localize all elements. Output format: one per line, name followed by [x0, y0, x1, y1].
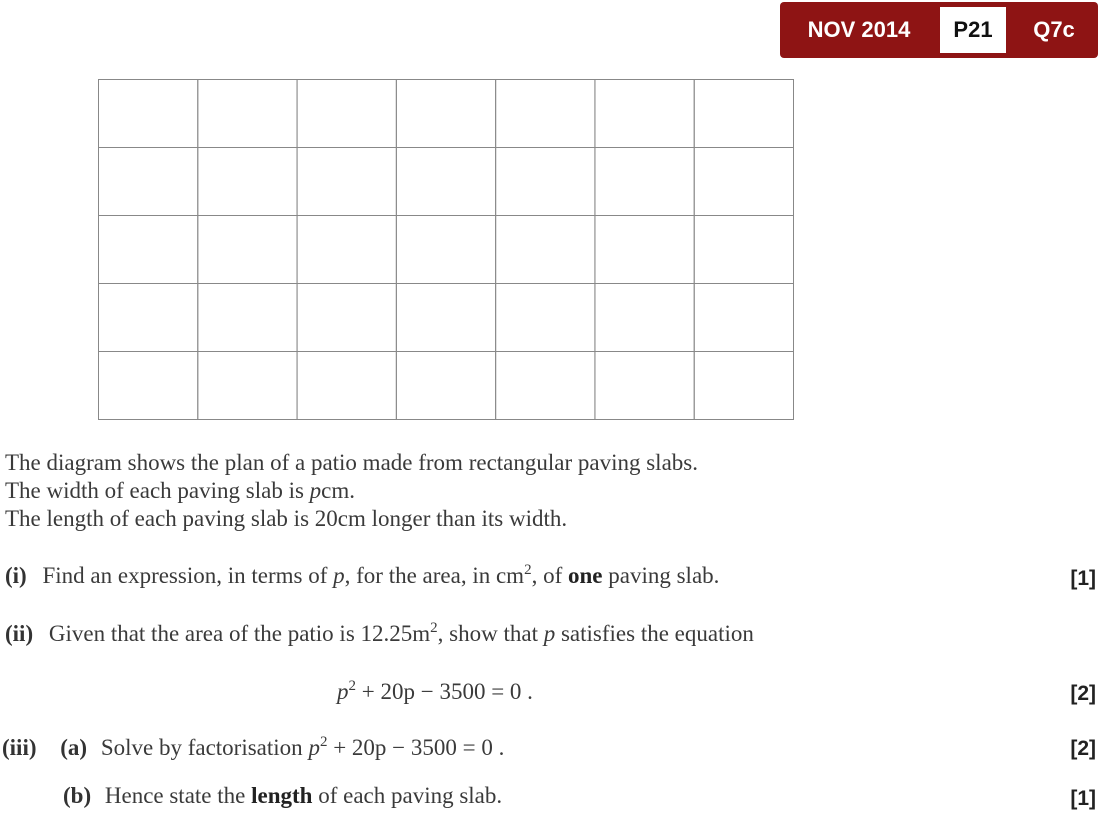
paving-slab	[396, 352, 495, 420]
paving-slab	[694, 284, 793, 352]
equation: $p^2 + 20p - 3500 = 0$ .	[337, 678, 533, 704]
question-number: Q7c	[1033, 17, 1075, 42]
part-i-mark: [1]	[1070, 567, 1096, 590]
paving-slab	[198, 148, 297, 216]
intro-line-1: The diagram shows the plan of a patio made from rectangular paving slabs.	[5, 450, 698, 475]
paving-slab	[396, 216, 495, 284]
paving-slab	[99, 352, 198, 420]
paving-slab	[595, 80, 694, 148]
paving-slab	[396, 148, 495, 216]
paving-slab	[694, 216, 793, 284]
paving-slab	[99, 148, 198, 216]
intro-line-3: The length of each paving slab is 20cm longer than its width.	[5, 506, 568, 531]
part-ii: (ii) Given that the area of the patio is $12.25m^2$, show that p satisfies the equation	[5, 620, 754, 646]
exam-session: NOV 2014	[807, 17, 911, 42]
paving-slab	[496, 148, 595, 216]
part-i: (i) Find an expression, in terms of p, for the area, in $cm^2$, of one paving slab.	[5, 562, 720, 588]
paper-code: P21	[940, 7, 1006, 53]
part-iii-b-mark: [1]	[1070, 787, 1096, 810]
part-ii-mark: [2]	[1070, 682, 1096, 705]
paving-slab	[694, 352, 793, 420]
question-badge	[780, 2, 1098, 58]
part-iii-a-label: (a)	[60, 735, 88, 760]
paving-slab	[496, 284, 595, 352]
paving-slab	[297, 148, 396, 216]
paving-slab	[297, 80, 396, 148]
paving-slab	[198, 216, 297, 284]
paving-slab	[595, 148, 694, 216]
paving-slab	[99, 284, 198, 352]
paving-slab	[396, 284, 495, 352]
patio-diagram	[98, 79, 794, 420]
paving-slab	[496, 216, 595, 284]
paving-slab	[496, 80, 595, 148]
paving-slab	[99, 216, 198, 284]
paving-slab	[198, 80, 297, 148]
paving-slab	[198, 284, 297, 352]
paving-grid	[98, 79, 794, 420]
paving-slab	[198, 352, 297, 420]
part-i-label: (i)	[5, 563, 27, 588]
paving-slab	[694, 80, 793, 148]
part-ii-label: (ii)	[5, 621, 34, 646]
paving-slab	[297, 284, 396, 352]
paving-slab	[297, 216, 396, 284]
part-iii-b: (b) Hence state the length of each paving slab.	[63, 783, 503, 808]
paving-slab	[99, 80, 198, 148]
intro-line-2: The width of each paving slab is pcm.	[5, 478, 356, 503]
part-iii-b-label: (b)	[63, 783, 92, 808]
paving-slab	[297, 352, 396, 420]
paving-slab	[396, 80, 495, 148]
paving-slab	[694, 148, 793, 216]
part-iii-a-mark: [2]	[1070, 737, 1096, 760]
part-iii-a: (iii) (a) Solve by factorisation $p^2 + 20p - 3500 = 0$ .	[2, 734, 505, 760]
paving-slab	[496, 352, 595, 420]
paving-slab	[595, 352, 694, 420]
paving-slab	[595, 216, 694, 284]
part-iii-label: (iii)	[2, 735, 37, 760]
paving-slab	[595, 284, 694, 352]
